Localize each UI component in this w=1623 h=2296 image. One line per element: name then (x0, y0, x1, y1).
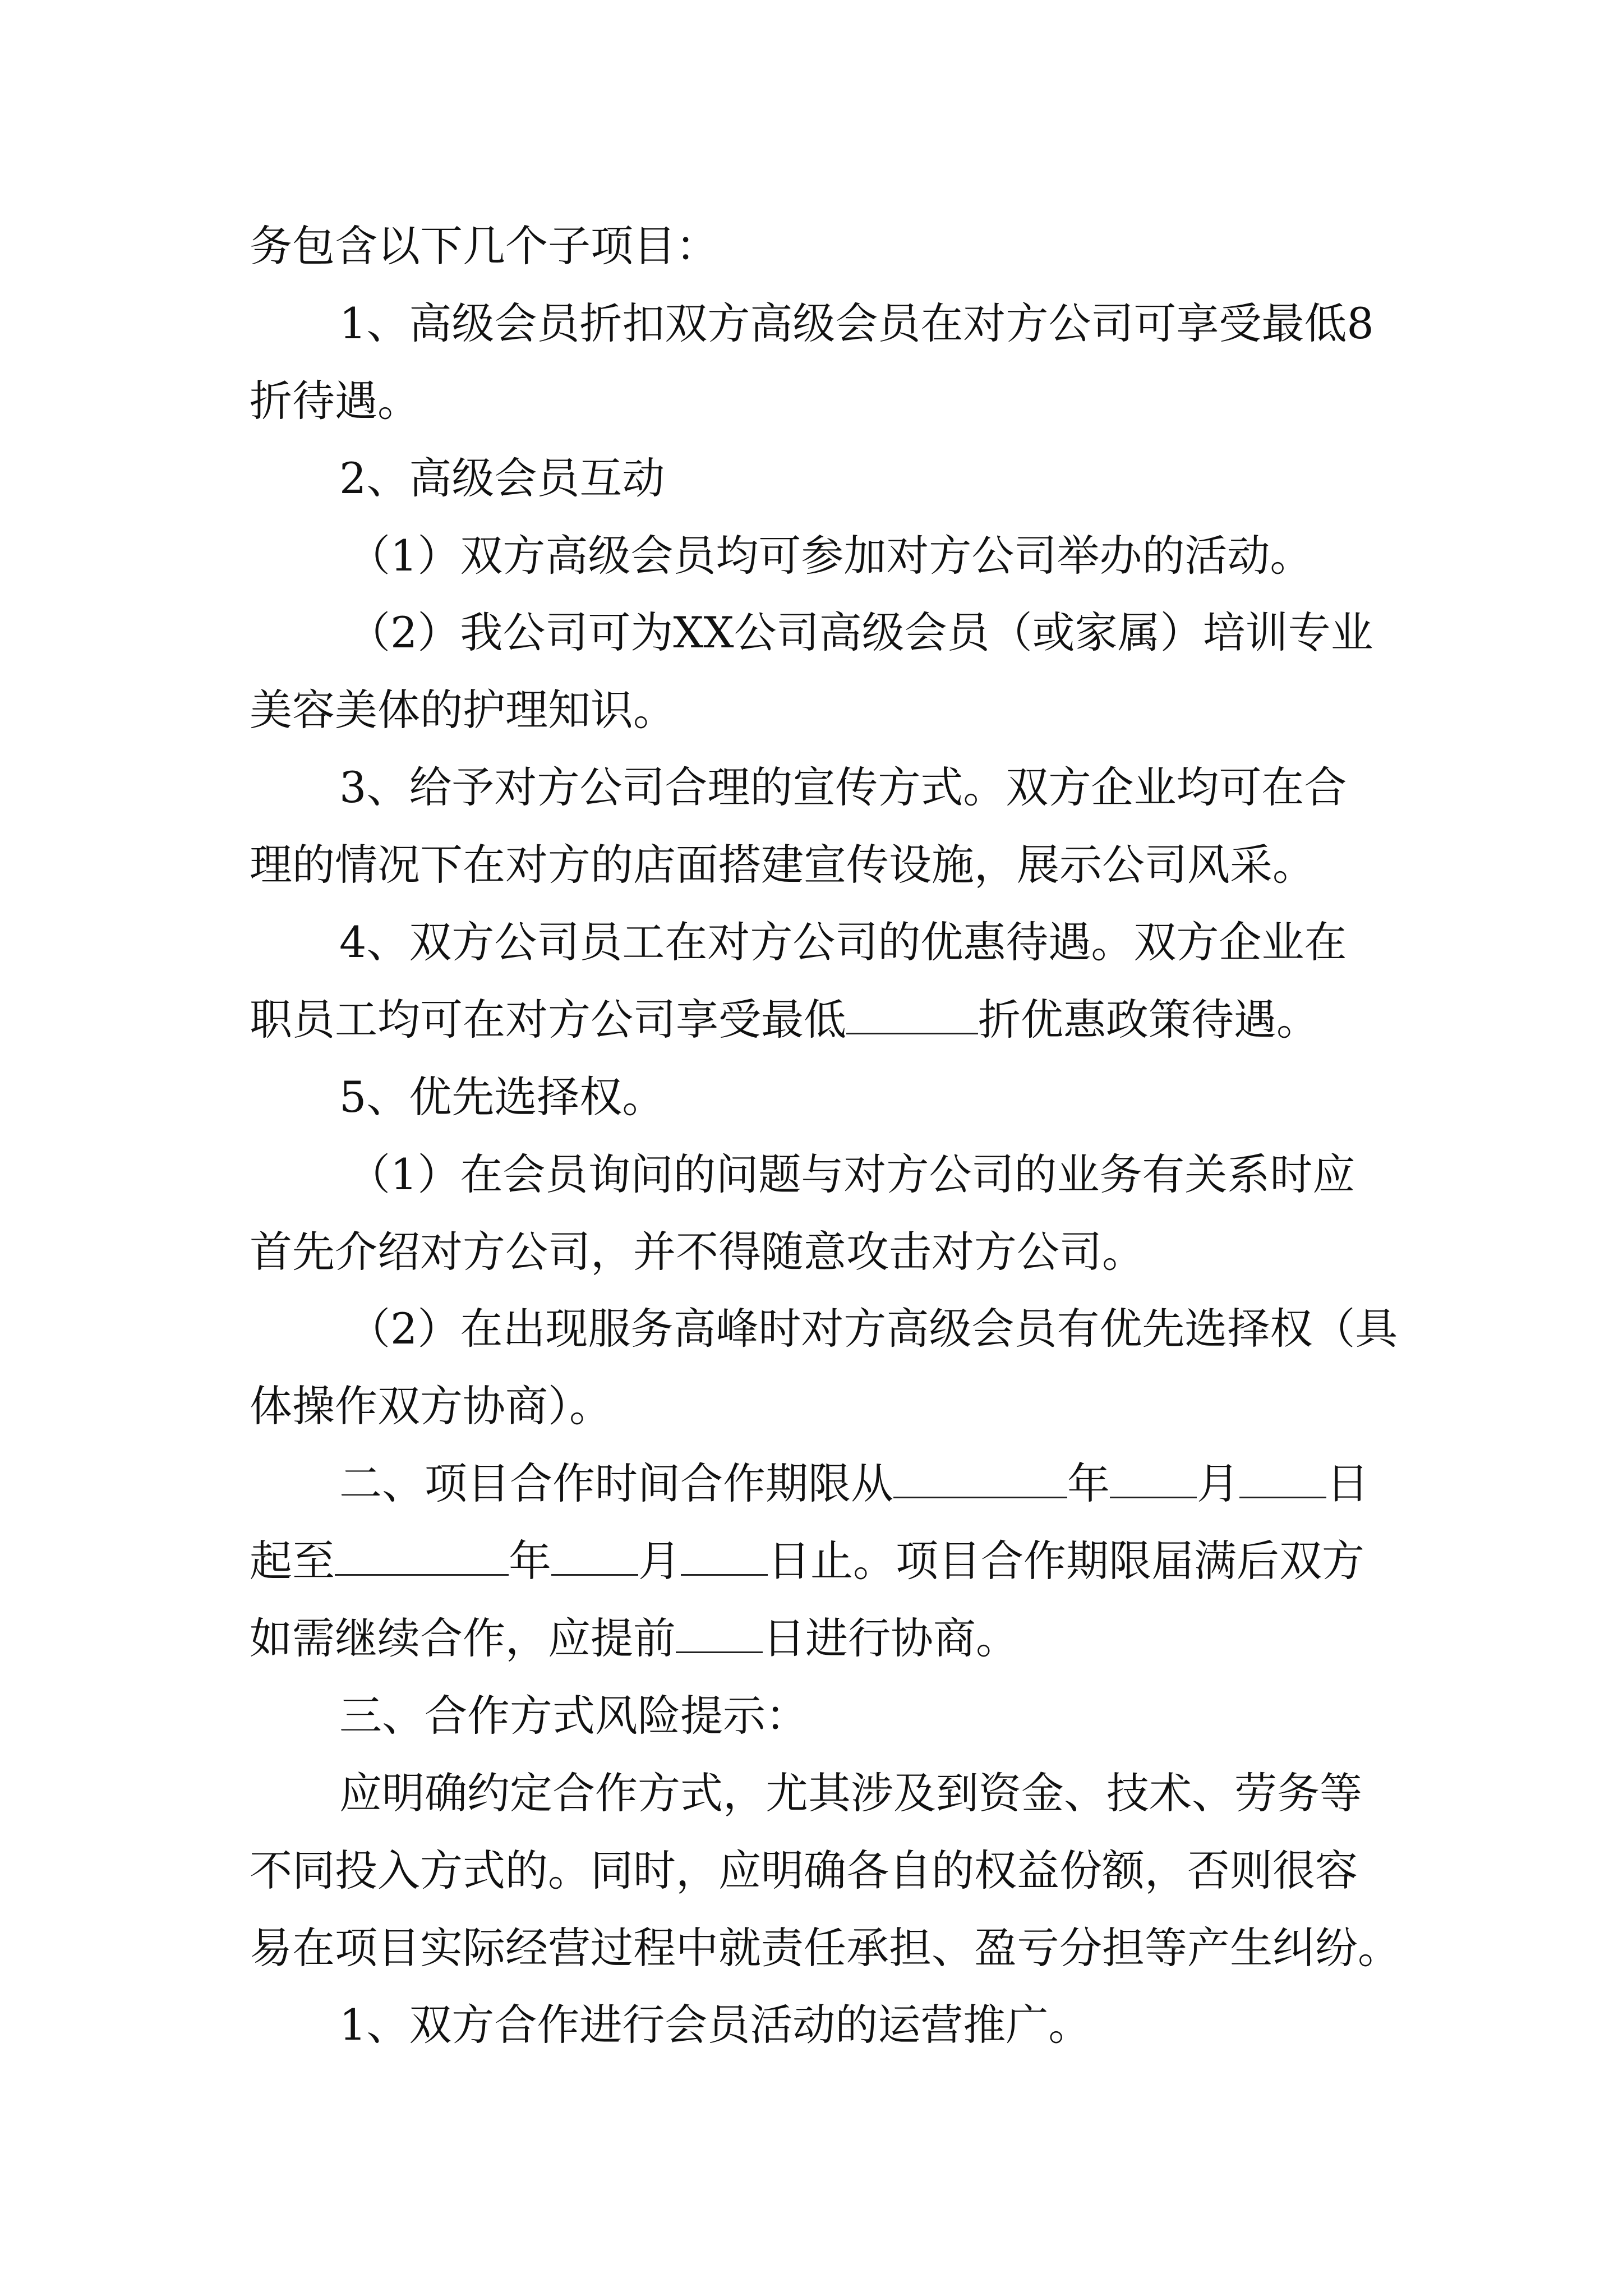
text-segment: 日进行协商。 (763, 1613, 1018, 1664)
text-line: 首先介绍对方公司，并不得随意攻击对方公司。 (250, 1226, 1145, 1277)
text-line: 三、合作方式风险提示： (339, 1690, 808, 1741)
text-segment: 起至 (250, 1536, 335, 1586)
fill-blank (893, 1457, 1067, 1498)
text-line: 5、优先选择权。 (339, 1071, 665, 1122)
text-segment: 月 (1197, 1458, 1239, 1509)
text-segment: 职员工均可在对方公司享受最低 (250, 994, 846, 1045)
text-line: （2）我公司可为XX公司高级会员（或家属）培训专业 (348, 608, 1373, 658)
text-segment: 折优惠政策待遇。 (978, 994, 1319, 1045)
fill-blank (1110, 1457, 1197, 1498)
text-line: 1、双方合作进行会员活动的运营推广。 (339, 2000, 1091, 2050)
text-line: 1、高级会员折扣双方高级会员在对方公司可享受最低8 (339, 298, 1374, 348)
fill-blank (676, 1612, 763, 1653)
text-segment: 日止。项目合作期限届满后双方 (768, 1536, 1364, 1586)
text-segment: 年 (1067, 1458, 1110, 1509)
fill-blank (551, 1535, 638, 1576)
text-line: 应明确约定合作方式，尤其涉及到资金、技术、劳务等 (339, 1768, 1362, 1818)
text-segment: 二、项目合作时间合作期限从 (339, 1458, 893, 1509)
text-line: 体操作双方协商）。 (250, 1381, 612, 1432)
text-line: 易在项目实际经营过程中就责任承担、盈亏分担等产生纠纷。 (250, 1922, 1400, 1973)
text-line: 3、给予对方公司合理的宣传方式。双方企业均可在合 (339, 762, 1347, 813)
text-line: 折待遇。 (250, 375, 420, 426)
fill-blank (1239, 1457, 1326, 1498)
text-segment: 年 (509, 1536, 551, 1586)
text-line (250, 1600, 1388, 1677)
text-line (250, 1445, 1388, 1522)
text-line (250, 981, 1388, 1059)
text-line: 4、双方公司员工在对方公司的优惠待遇。双方企业在 (339, 917, 1347, 968)
text-line (250, 1522, 1388, 1600)
fill-blank (681, 1535, 768, 1576)
text-line: （1）双方高级会员均可参加对方公司举办的活动。 (348, 530, 1313, 581)
text-line: 美容美体的护理知识。 (250, 685, 676, 735)
text-line: 务包含以下几个子项目： (250, 221, 718, 271)
text-segment: 如需继续合作，应提前 (250, 1613, 676, 1664)
fill-blank (846, 993, 978, 1034)
text-line: 不同投入方式的。同时，应明确各自的权益份额，否则很容 (250, 1845, 1358, 1895)
text-line: 2、高级会员互动 (339, 453, 665, 503)
text-line: （1）在会员询问的问题与对方公司的业务有关系时应 (348, 1149, 1355, 1199)
text-segment: 月 (638, 1536, 681, 1586)
text-segment: 日 (1326, 1458, 1369, 1509)
text-line: 理的情况下在对方的店面搭建宣传设施，展示公司风采。 (250, 840, 1315, 890)
fill-blank (335, 1535, 509, 1576)
text-line: （2）在出现服务高峰时对方高级会员有优先选择权（具 (348, 1304, 1398, 1354)
document-body (250, 208, 1400, 2064)
